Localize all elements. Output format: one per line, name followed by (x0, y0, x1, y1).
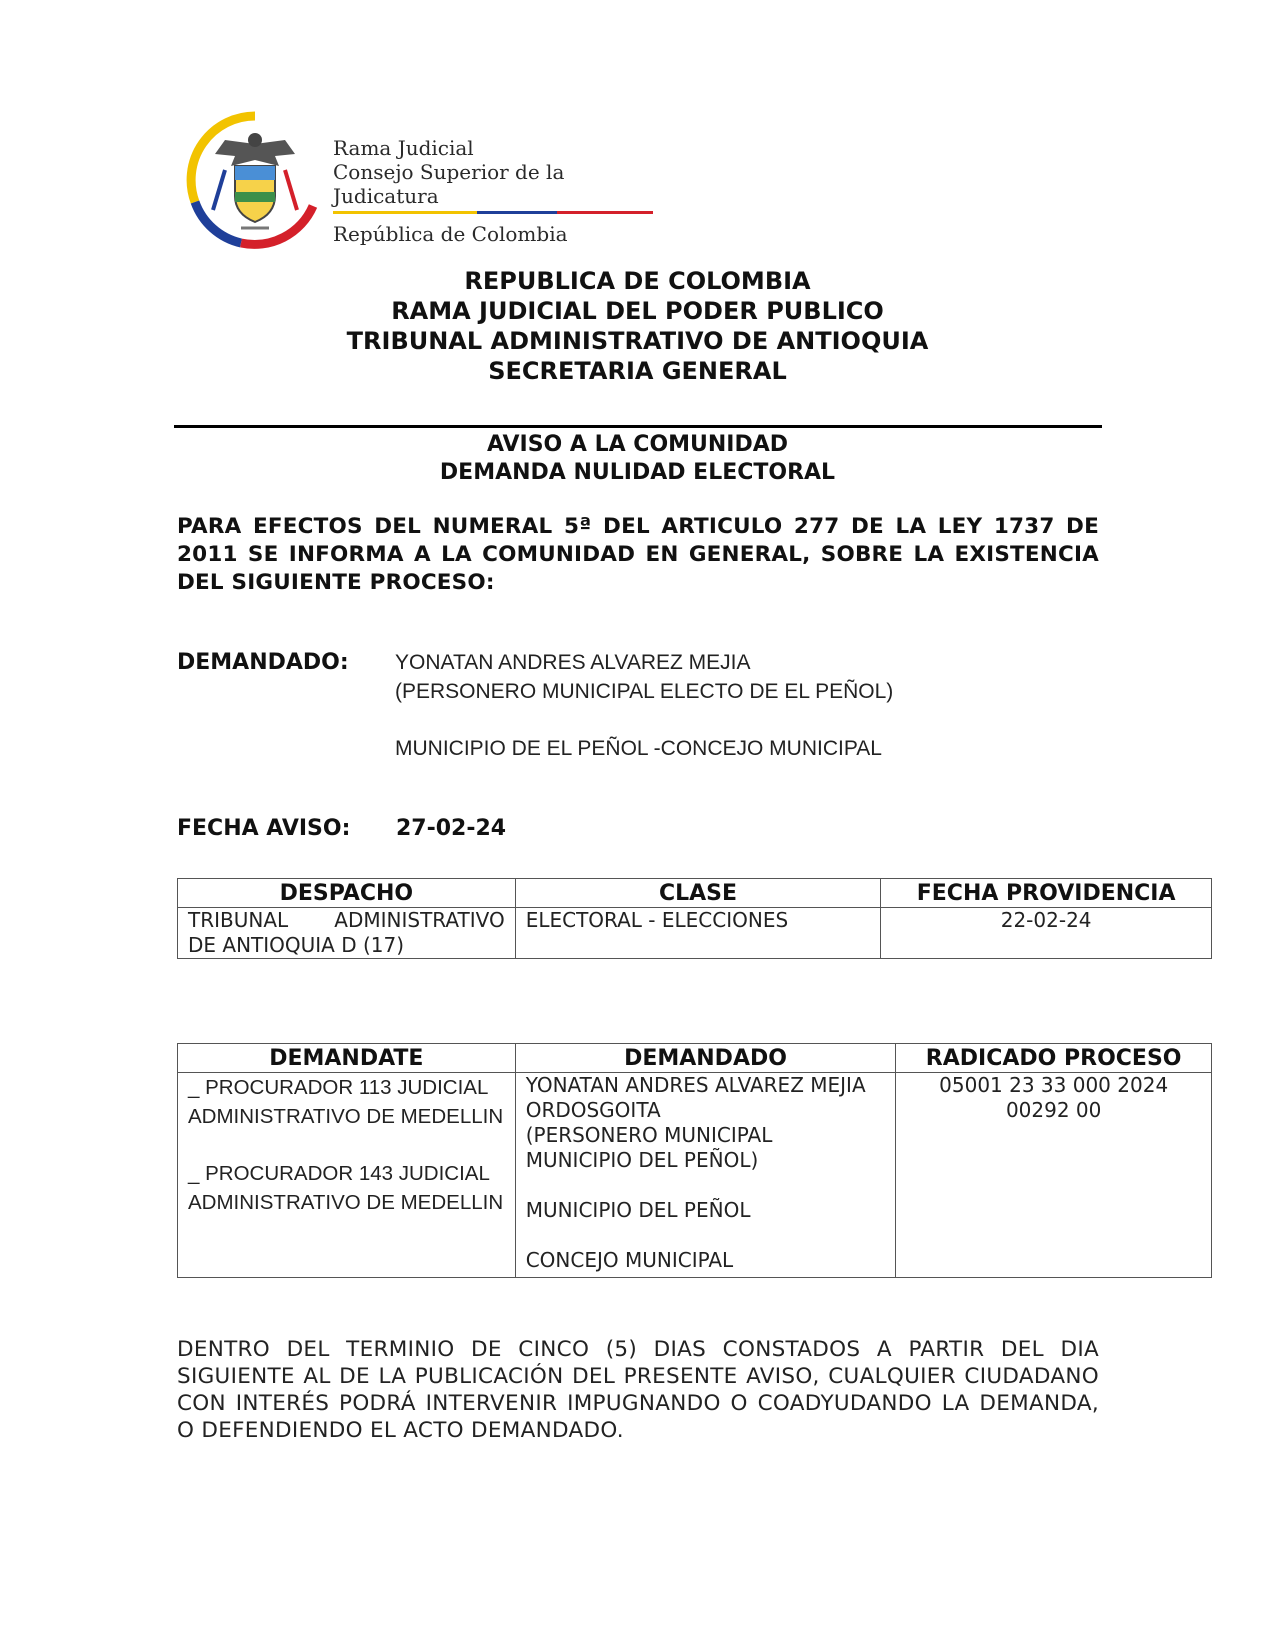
rama-judicial-logo (185, 110, 665, 250)
demandado-cell-line1: YONATAN ANDRES ALVAREZ MEJIA (525, 1073, 866, 1097)
demandante-1-line1: _ PROCURADOR 113 JUDICIAL (188, 1076, 489, 1099)
logo-tricolor-rule (333, 211, 653, 214)
notice-title-line1: AVISO A LA COMUNIDAD (486, 432, 789, 457)
demandado-cell-line2: ORDOSGOITA (525, 1098, 661, 1122)
logo-line-rama-judicial: Rama Judicial (333, 136, 474, 160)
logo-line-consejo: Consejo Superior de la Judicatura (333, 160, 565, 208)
document-header (0, 266, 1275, 386)
table-row (178, 908, 1212, 959)
column-header-fecha-providencia: FECHA PROVIDENCIA (881, 879, 1212, 908)
demandado-cell-line3: (PERSONERO MUNICIPAL (525, 1123, 773, 1147)
demandado-entity: MUNICIPIO DE EL PEÑOL -CONCEJO MUNICIPAL (395, 737, 882, 760)
notice-title-line2: DEMANDA NULIDAD ELECTORAL (439, 460, 836, 485)
clase-cell: ELECTORAL - ELECCIONES (515, 908, 881, 959)
logo-line-republica: República de Colombia (333, 222, 568, 246)
fecha-providencia-cell: 22-02-24 (881, 908, 1212, 959)
fecha-aviso-label: FECHA AVISO: (177, 816, 351, 841)
radicado-line1: 05001 23 33 000 2024 (939, 1073, 1169, 1097)
despacho-line1: TRIBUNAL ADMINISTRATIVO (188, 908, 505, 932)
notice-title (0, 431, 1275, 487)
header-line-tribunal: TRIBUNAL ADMINISTRATIVO DE ANTIOQUIA (346, 327, 929, 355)
demandante-1-line2: ADMINISTRATIVO DE MEDELLIN (188, 1105, 504, 1128)
column-header-demandante: DEMANDATE (178, 1044, 516, 1073)
radicado-cell (896, 1073, 1212, 1278)
demandado-cell-line5: MUNICIPIO DEL PEÑOL (525, 1198, 751, 1222)
column-header-radicado: RADICADO PROCESO (896, 1044, 1212, 1073)
closing-paragraph: DENTRO DEL TERMINIO DE CINCO (5) DIAS CONSTADOS A PARTIR DEL DIA SIGUIENTE AL DE LA PUBLICACIÓN DEL PRESENTE AVISO, CUALQUIER CIUDADANO CON INTERÉS PODRÁ INTERVENIR IMPUGNANDO O COADYUDANDO LA DEMANDA, O DEFENDIENDO EL ACTO DEMANDADO. (177, 1337, 1099, 1443)
demandado-cell-line4: MUNICIPIO DEL PEÑOL) (525, 1148, 759, 1172)
logo-text (333, 136, 665, 246)
fecha-aviso-value: 27-02-24 (396, 816, 507, 841)
demandado-name: YONATAN ANDRES ALVAREZ MEJIA (395, 651, 751, 674)
radicado-line2: 00292 00 (1005, 1098, 1102, 1122)
column-header-clase: CLASE (515, 879, 881, 908)
despacho-cell (178, 908, 516, 959)
demandado-role: (PERSONERO MUNICIPAL ELECTO DE EL PEÑOL) (395, 680, 894, 703)
header-line-rama: RAMA JUDICIAL DEL PODER PUBLICO (391, 297, 884, 325)
column-header-demandado: DEMANDADO (515, 1044, 896, 1073)
despacho-table (177, 878, 1212, 959)
column-header-despacho: DESPACHO (178, 879, 516, 908)
demandado-label: DEMANDADO: (177, 650, 349, 675)
table-header-row (178, 1044, 1212, 1073)
despacho-line2: DE ANTIOQUIA D (17) (188, 933, 405, 957)
table-header-row (178, 879, 1212, 908)
demandante-2-line2: ADMINISTRATIVO DE MEDELLIN (188, 1191, 504, 1214)
colombia-coat-of-arms-icon (185, 110, 325, 250)
intro-paragraph: PARA EFECTOS DEL NUMERAL 5ª DEL ARTICULO 277 DE LA LEY 1737 DE 2011 SE INFORMA A LA COMUNIDAD EN GENERAL, SOBRE LA EXISTENCIA DEL SIGUIENTE PROCESO: (177, 514, 1099, 595)
proceso-table (177, 1043, 1212, 1278)
table-row (178, 1073, 1212, 1278)
header-line-republica: REPUBLICA DE COLOMBIA (464, 267, 811, 295)
demandante-2-line1: _ PROCURADOR 143 JUDICIAL (188, 1162, 490, 1185)
header-divider (174, 425, 1102, 428)
demandado-cell-line6: CONCEJO MUNICIPAL (525, 1248, 734, 1272)
header-line-secretaria: SECRETARIA GENERAL (488, 357, 787, 385)
demandante-cell (178, 1073, 516, 1278)
demandado-cell (515, 1073, 896, 1278)
